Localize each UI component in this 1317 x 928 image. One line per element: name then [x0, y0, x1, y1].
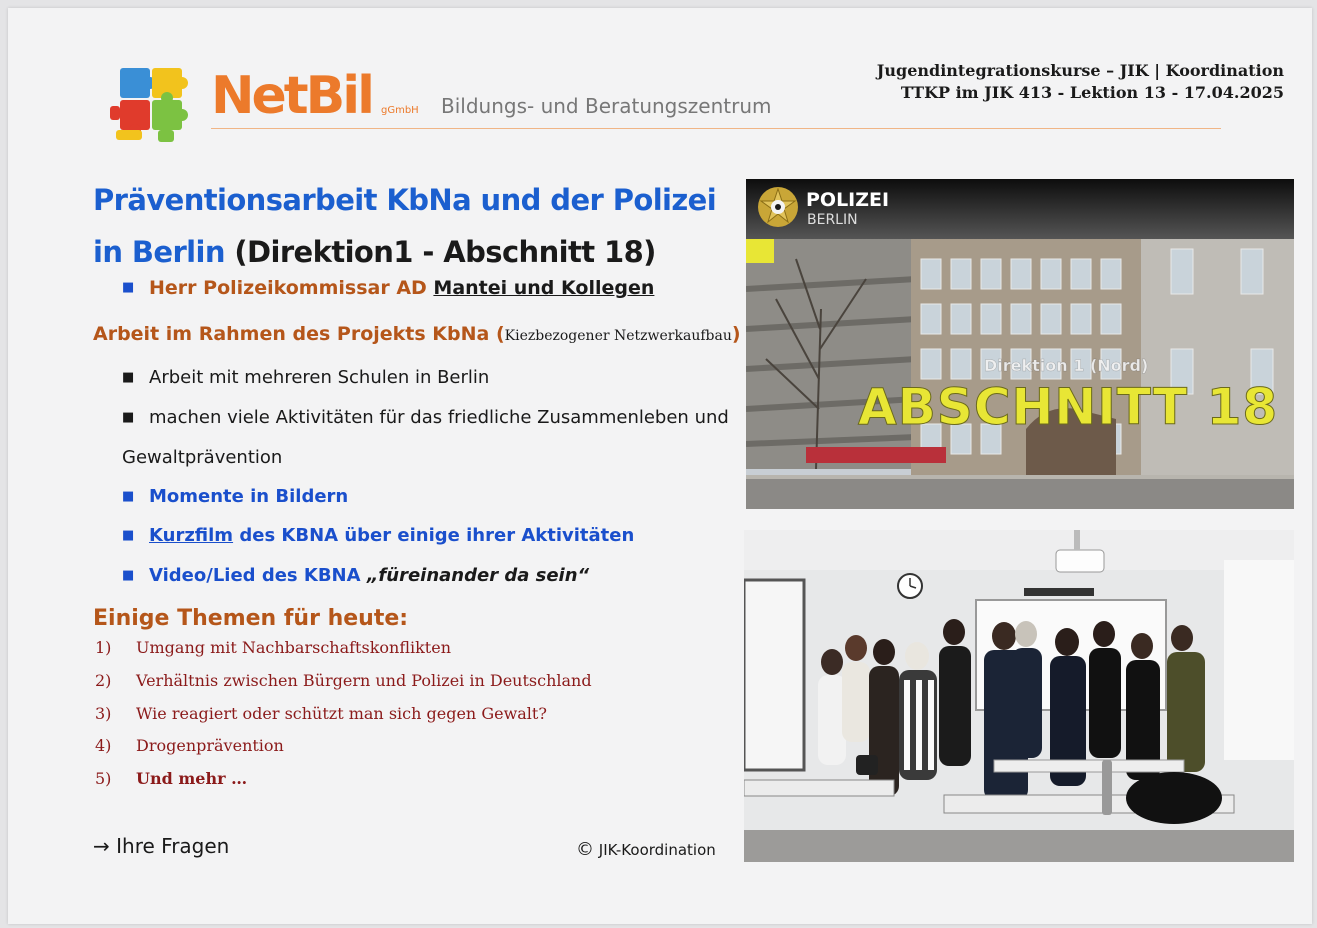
overlay-directorate: Direktion 1 (Nord) — [984, 356, 1149, 375]
officer-prefix: Herr Polizeikommissar AD — [149, 277, 434, 299]
video-line[interactable] — [122, 565, 590, 586]
square-bullet-icon: ■ — [122, 568, 135, 583]
activity-item — [122, 367, 490, 388]
police-star-icon — [758, 187, 798, 227]
title-blue-part: Präventionsarbeit KbNa und der Polizei in Berlin — [93, 183, 717, 269]
course-header-line2: TTKP im JIK 413 - Lektion 13 - 17.04.2025 — [900, 83, 1284, 102]
officer-name: Mantei und Kollegen — [433, 277, 655, 299]
page-title — [93, 174, 743, 278]
film-line — [122, 525, 635, 546]
logo-name: NetBil — [211, 66, 372, 126]
overlay-section-title: ABSCHNITT 18 — [858, 378, 1279, 436]
square-bullet-icon: ■ — [122, 280, 135, 295]
list-text: Umgang mit Nachbarschaftskonflikten — [136, 638, 452, 657]
project-full-name: Kiezbezogener Netzwerkaufbau — [504, 328, 732, 344]
film-rest: des KBNA über einige ihrer Aktivitäten — [233, 525, 635, 546]
course-header-line1: Jugendintegrationskurse – JIK | Koordination — [876, 61, 1284, 80]
list-number: 3) — [95, 704, 112, 723]
square-bullet-icon: ■ — [122, 528, 135, 543]
copyright-label: JIK-Koordination — [598, 841, 716, 859]
activity-continued: Gewaltprävention — [122, 447, 283, 468]
logo-divider — [211, 128, 1221, 129]
police-brand-title: POLIZEI — [806, 189, 890, 211]
project-close: ) — [731, 323, 741, 345]
activity-item — [122, 407, 729, 428]
logo-tagline: Bildungs- und Beratungszentrum — [441, 94, 772, 118]
list-text: Und mehr … — [136, 769, 248, 788]
film-link[interactable]: Kurzfilm — [149, 525, 234, 546]
list-number: 2) — [95, 671, 112, 690]
title-dark-part: (Direktion1 - Abschnitt 18) — [234, 235, 656, 269]
police-brand-city: BERLIN — [807, 212, 858, 228]
square-bullet-icon: ■ — [122, 489, 135, 504]
copyright-icon: © — [576, 839, 594, 860]
police-building-photo — [746, 179, 1294, 509]
list-number: 4) — [95, 736, 112, 755]
project-line — [93, 323, 741, 345]
list-number: 5) — [95, 769, 112, 788]
square-bullet-icon: ■ — [122, 370, 135, 385]
activity-text: Arbeit mit mehreren Schulen in Berlin — [149, 367, 490, 388]
square-bullet-icon: ■ — [122, 410, 135, 425]
puzzle-logo-icon — [108, 60, 198, 150]
group-classroom-photo — [744, 530, 1294, 862]
building-photo-image — [746, 179, 1294, 509]
video-title: „füreinander da sein“ — [366, 565, 590, 586]
group-photo-image — [744, 530, 1294, 862]
list-number: 1) — [95, 638, 112, 657]
arrow-right-icon: → — [93, 834, 110, 858]
moments-link[interactable] — [122, 486, 349, 507]
questions-line — [93, 834, 229, 858]
officer-line — [122, 277, 655, 299]
slide — [8, 8, 1312, 924]
logo-suffix: gGmbH — [381, 105, 419, 116]
video-label: Video/Lied des KBNA — [149, 565, 367, 586]
questions-label: Ihre Fragen — [116, 834, 230, 858]
list-text: Drogenprävention — [136, 736, 284, 755]
list-text: Wie reagiert oder schützt man sich gegen Gewalt? — [136, 704, 547, 723]
project-label: Arbeit im Rahmen des Projekts KbNa ( — [93, 323, 505, 345]
themes-heading: Einige Themen für heute: — [93, 606, 409, 631]
list-text: Verhältnis zwischen Bürgern und Polizei in Deutschland — [136, 671, 592, 690]
course-header — [877, 60, 1284, 104]
copyright-line — [576, 839, 716, 860]
activity-text: machen viele Aktivitäten für das friedliche Zusammenleben und — [149, 407, 729, 428]
moments-label: Momente in Bildern — [149, 486, 349, 507]
